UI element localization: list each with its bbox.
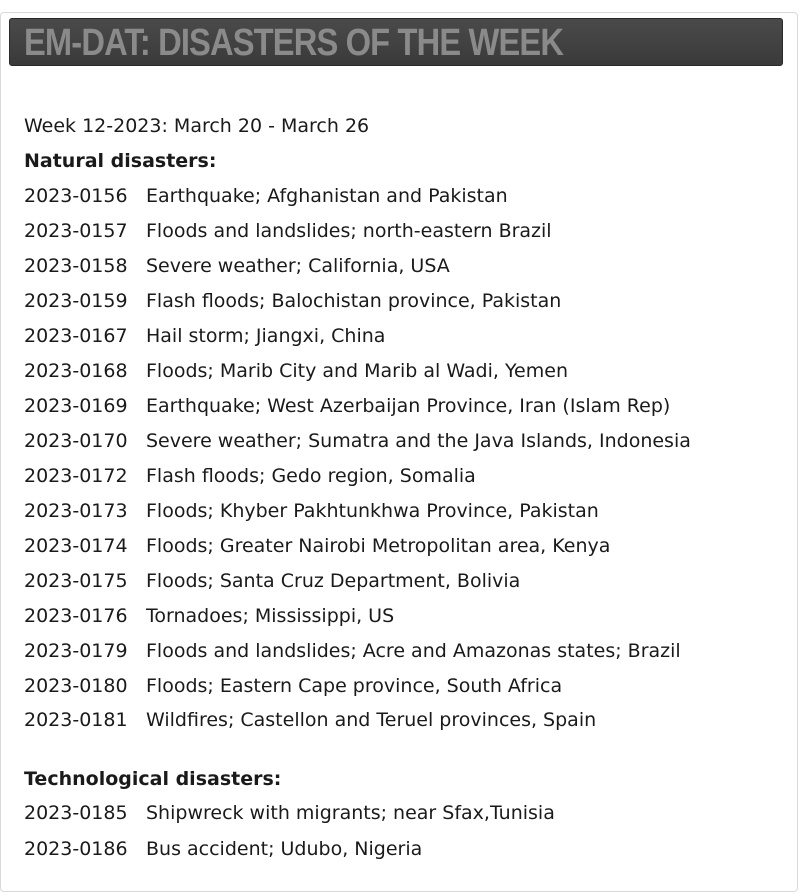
event-code: 2023-0185 — [24, 802, 128, 824]
event-description: Floods and landslides; north-eastern Brazil — [146, 220, 552, 242]
page-title: EM-DAT: DISASTERS OF THE WEEK — [24, 22, 564, 64]
event-code: 2023-0180 — [24, 675, 128, 697]
event-description: Floods; Eastern Cape province, South Africa — [146, 675, 563, 697]
event-code: 2023-0167 — [24, 325, 128, 347]
event-code: 2023-0168 — [24, 360, 128, 382]
natural-disasters-heading: Natural disasters: — [24, 150, 217, 172]
event-code: 2023-0181 — [24, 709, 128, 731]
event-description: Flash floods; Balochistan province, Pakistan — [146, 290, 562, 312]
event-description: Earthquake; West Azerbaijan Province, Iran (Islam Rep) — [146, 395, 671, 417]
event-code: 2023-0157 — [24, 220, 128, 242]
event-description: Shipwreck with migrants; near Sfax,Tunisia — [146, 802, 555, 824]
event-description: Severe weather; Sumatra and the Java Islands, Indonesia — [146, 430, 691, 452]
event-description: Flash floods; Gedo region, Somalia — [146, 465, 476, 487]
event-code: 2023-0179 — [24, 640, 128, 662]
event-code: 2023-0169 — [24, 395, 128, 417]
event-code: 2023-0156 — [24, 185, 128, 207]
event-code: 2023-0175 — [24, 570, 128, 592]
event-code: 2023-0174 — [24, 535, 128, 557]
event-code: 2023-0186 — [24, 838, 128, 860]
event-code: 2023-0176 — [24, 605, 128, 627]
event-code: 2023-0173 — [24, 500, 128, 522]
event-code: 2023-0170 — [24, 430, 128, 452]
technological-disasters-heading: Technological disasters: — [24, 768, 282, 790]
event-description: Floods; Greater Nairobi Metropolitan area, Kenya — [146, 535, 611, 557]
event-description: Earthquake; Afghanistan and Pakistan — [146, 185, 508, 207]
event-code: 2023-0172 — [24, 465, 128, 487]
event-code: 2023-0158 — [24, 255, 128, 277]
event-description: Floods; Santa Cruz Department, Bolivia — [146, 570, 521, 592]
event-description: Floods and landslides; Acre and Amazonas states; Brazil — [146, 640, 681, 662]
event-description: Severe weather; California, USA — [146, 255, 450, 277]
title-bar — [9, 18, 783, 66]
event-description: Bus accident; Udubo, Nigeria — [146, 838, 423, 860]
event-description: Hail storm; Jiangxi, China — [146, 325, 386, 347]
week-label: Week 12-2023: March 20 - March 26 — [24, 115, 370, 137]
event-description: Wildfires; Castellon and Teruel provinces, Spain — [146, 709, 597, 731]
event-description: Floods; Marib City and Marib al Wadi, Yemen — [146, 360, 568, 382]
event-code: 2023-0159 — [24, 290, 128, 312]
event-description: Floods; Khyber Pakhtunkhwa Province, Pakistan — [146, 500, 599, 522]
event-description: Tornadoes; Mississippi, US — [146, 605, 395, 627]
